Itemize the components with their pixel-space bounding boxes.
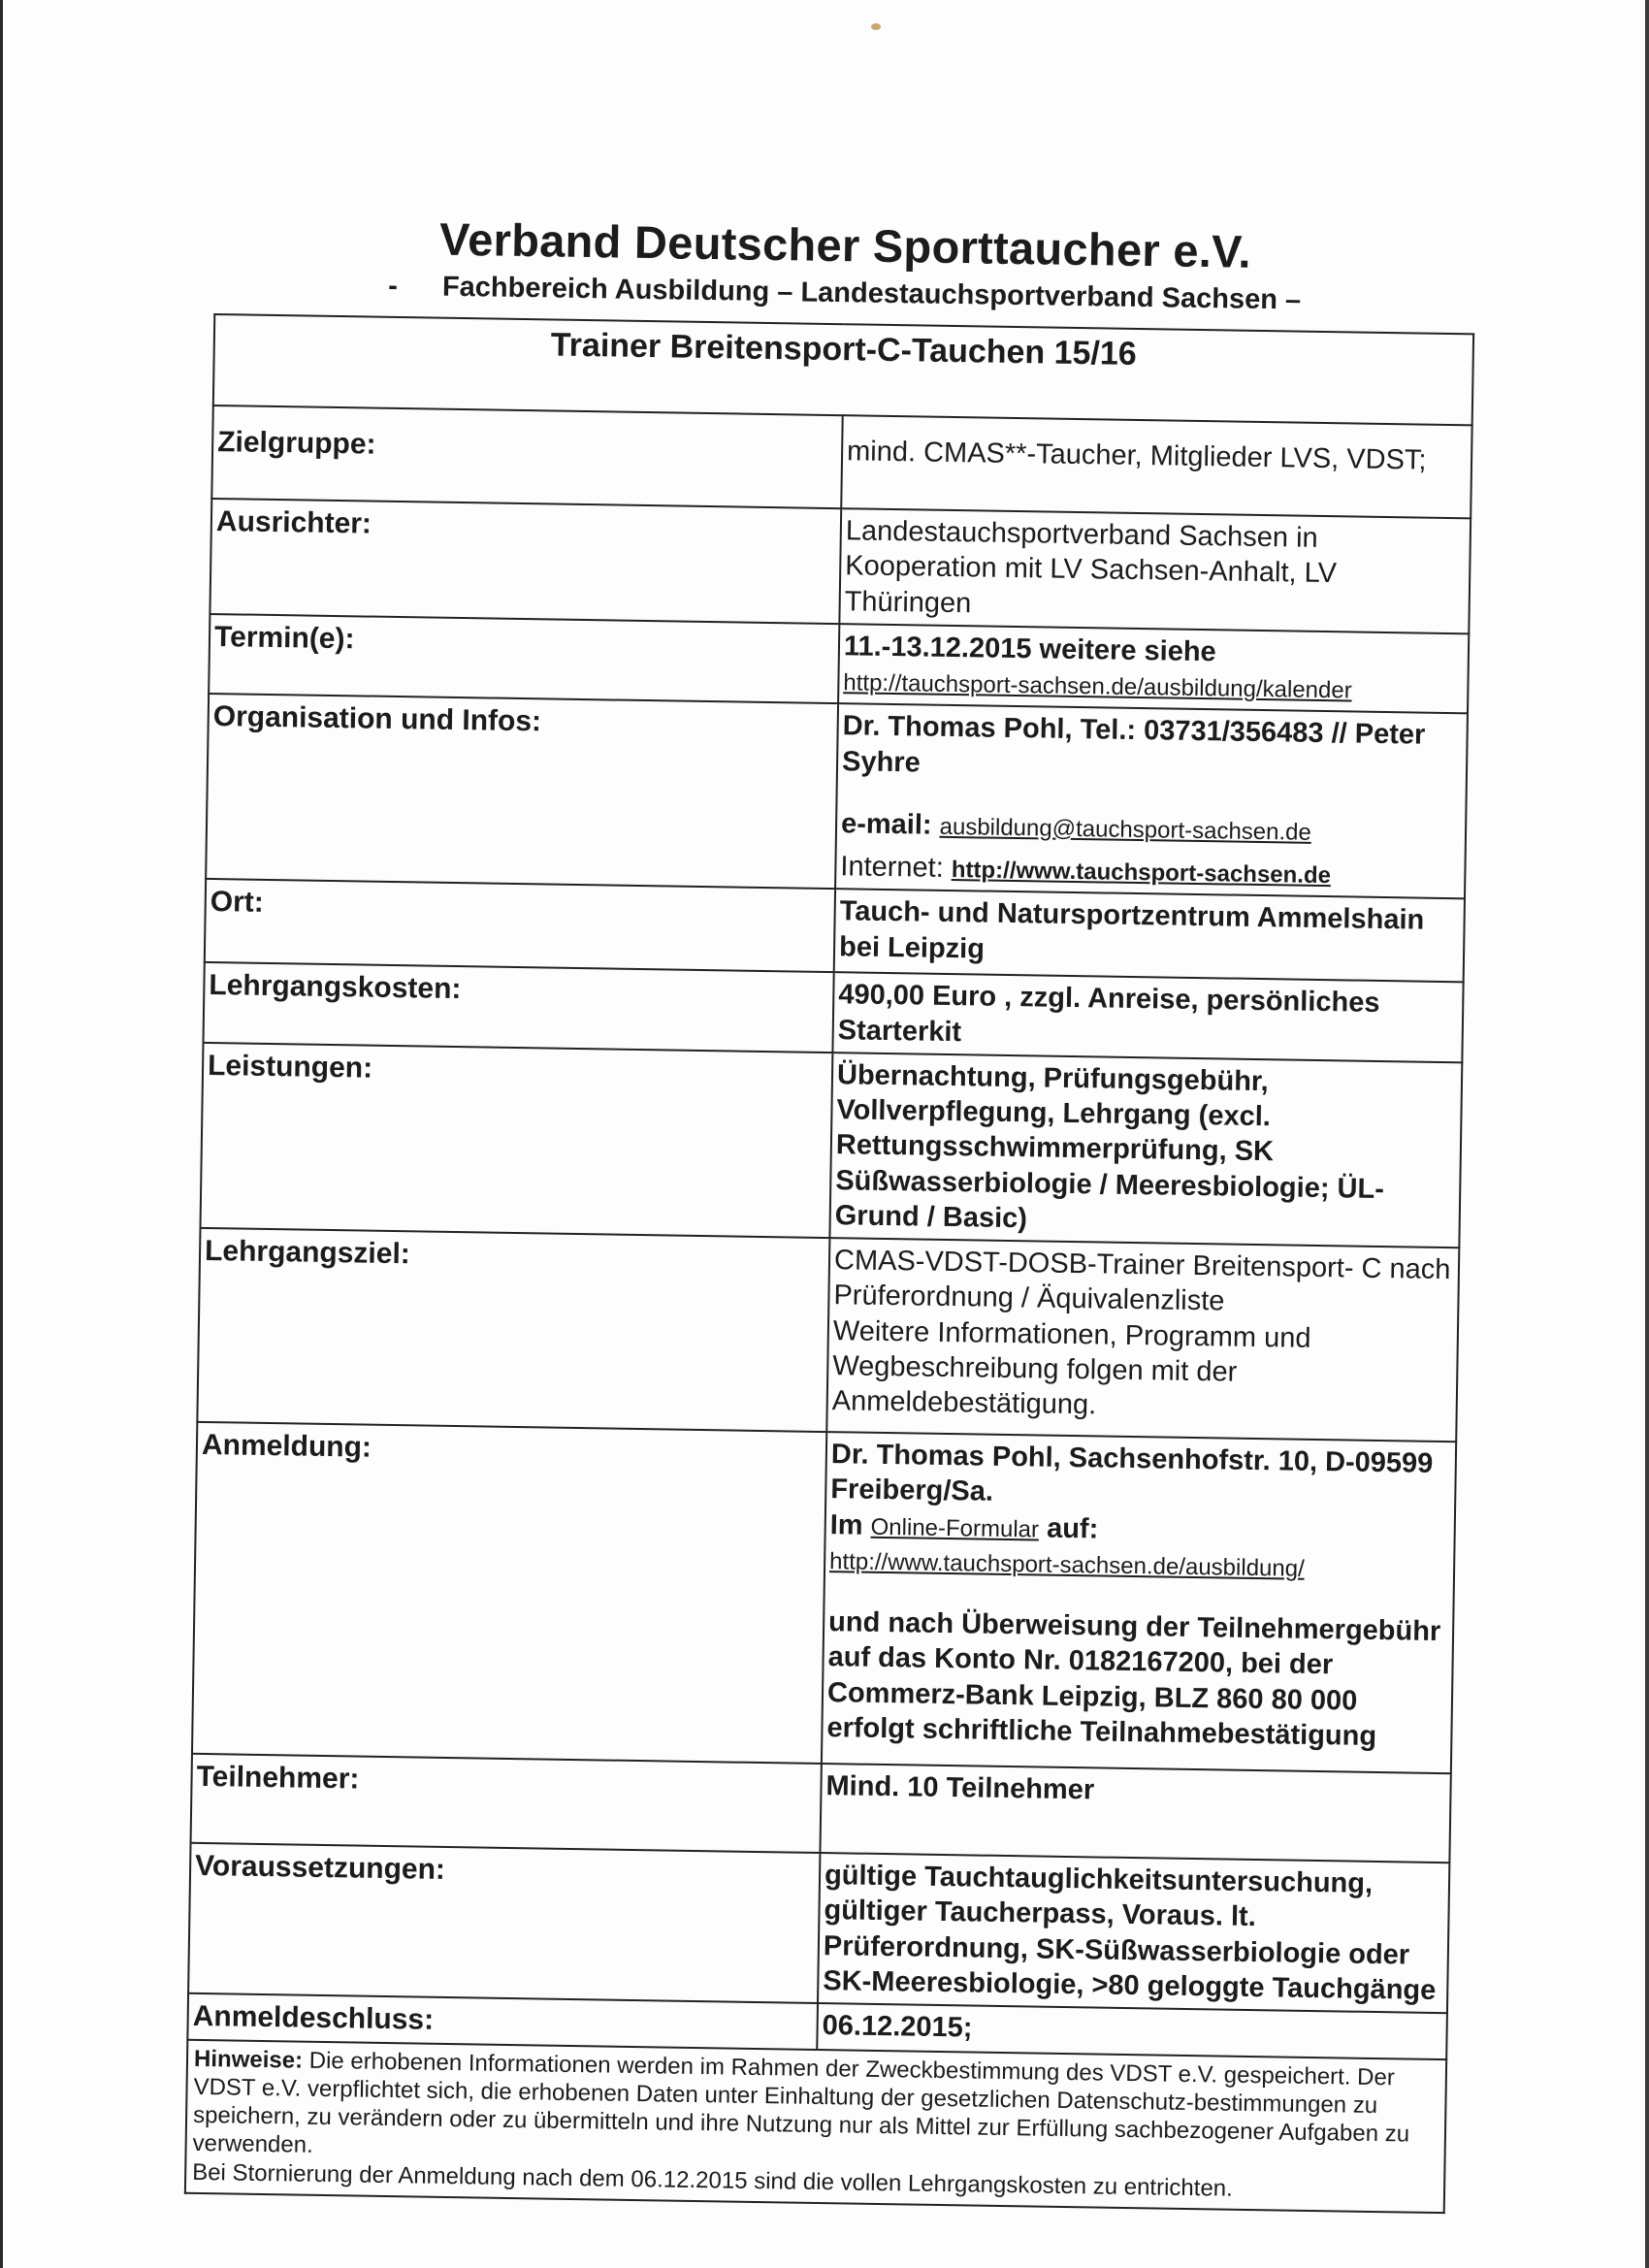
- notes-block: [184, 2040, 1447, 2214]
- label-ausrichter: Ausrichter:: [210, 499, 841, 624]
- organisation-internet-line: [840, 849, 1460, 893]
- value-anmeldung: [822, 1432, 1456, 1773]
- label-schluss: Anmeldeschluss:: [187, 1993, 818, 2050]
- value-ausrichter: Landestauchsportverband Sachsen in Kooperation mit LV Sachsen-Anhalt, LV Thüringen: [839, 508, 1471, 633]
- notes-text: Die erhobenen Informationen werden im Rahmen der Zweckbestimmung des VDST e.V. gespeichert. Der VDST e.V. verpflichtet sich, die erhobenen Daten unter Einhaltung der gesetzlichen Datenschutz-bestimmungen zu speichern, zu verändern oder zu übermitteln und ihre Nutzung nur als Mittel zur Erfüllung sachbezogener Aufgaben zu verwenden.: [192, 2047, 1410, 2159]
- value-ort: Tauch- und Natursportzentrum Ammelshain bei Leipzig: [834, 889, 1465, 982]
- row-voraussetzungen: [188, 1843, 1449, 2013]
- row-organisation: [206, 694, 1468, 898]
- termin-dates: 11.-13.12.2015 weitere siehe: [843, 630, 1216, 668]
- document-sheet: [184, 209, 1476, 2214]
- value-zielgruppe: mind. CMAS**-Taucher, Mitglieder LVS, VDST;: [841, 415, 1471, 518]
- privacy-note: [192, 2044, 1439, 2177]
- anmeldung-im: Im: [829, 1508, 863, 1541]
- department-text: Fachbereich Ausbildung – Landestauchsportverband Sachsen –: [441, 271, 1302, 316]
- label-anmeldung: Anmeldung:: [192, 1422, 826, 1764]
- value-schluss: 06.12.2015;: [817, 2003, 1447, 2059]
- online-form-link[interactable]: Online-Formular: [870, 1513, 1040, 1543]
- notes-label: Hinweise:: [193, 2045, 304, 2074]
- organization-title: Verband Deutscher Sporttaucher e.V.: [438, 212, 1252, 277]
- value-teilnehmer: Mind. 10 Teilnehmer: [820, 1764, 1450, 1863]
- value-organisation: [835, 703, 1468, 898]
- organisation-contact: Dr. Thomas Pohl, Tel.: 03731/356483 // Peter Syhre: [841, 710, 1426, 778]
- anmeldung-payment: und nach Überweisung der Teilnehmergebühr auf das Konto Nr. 0182167200, bei der Commerz-Bank Leipzig, BLZ 860 80 000 erfolgt schriftliche Teilnahmebestätigung: [826, 1606, 1441, 1752]
- label-kosten: Lehrgangskosten:: [203, 962, 833, 1053]
- label-teilnehmer: Teilnehmer:: [191, 1754, 822, 1853]
- scan-edge-right: [1645, 0, 1649, 2268]
- email-link[interactable]: ausbildung@tauchsport-sachsen.de: [939, 813, 1312, 846]
- document-header: [214, 209, 1476, 319]
- label-organisation: Organisation und Infos:: [206, 694, 838, 889]
- row-ausrichter: [210, 499, 1471, 633]
- label-leistungen: Leistungen:: [200, 1043, 832, 1238]
- label-ziel: Lehrgangsziel:: [197, 1228, 829, 1432]
- internet-label: Internet:: [840, 851, 945, 884]
- value-leistungen: Übernachtung, Prüfungsgebühr, Vollverpflegung, Lehrgang (excl. Rettungsschwimmerprüfung, SK Süßwasserbiologie / Meeresbiologie; ÜL-Grund / Basic): [829, 1053, 1462, 1247]
- ziel-note: Weitere Informationen, Programm und Wegbeschreibung folgen mit der Anmeldebestätigung.: [831, 1314, 1311, 1421]
- value-termin: [838, 624, 1469, 714]
- label-zielgruppe: Zielgruppe:: [211, 405, 842, 508]
- header-dash: -: [388, 270, 399, 302]
- course-title: Trainer Breitensport-C-Tauchen 15/16: [213, 314, 1473, 425]
- scan-edge-left: [0, 0, 3, 2268]
- value-ziel: [826, 1238, 1459, 1442]
- course-info-table: [186, 313, 1474, 2060]
- label-termin: Termin(e):: [209, 614, 839, 704]
- anmeldung-auf: auf:: [1046, 1512, 1099, 1544]
- internet-link[interactable]: http://www.tauchsport-sachsen.de: [951, 857, 1332, 890]
- label-ort: Ort:: [205, 879, 835, 972]
- email-label: e-mail:: [840, 807, 932, 841]
- cancellation-note: Bei Stornierung der Anmeldung nach dem 06.12.2015 sind die vollen Lehrgangskosten zu entrichten.: [191, 2158, 1234, 2202]
- ziel-qualification: CMAS-VDST-DOSB-Trainer Breitensport- C nach Prüferordnung / Äquivalenzliste: [833, 1245, 1451, 1317]
- row-anmeldung: [192, 1422, 1456, 1773]
- anmeldung-address: Dr. Thomas Pohl, Sachsenhofstr. 10, D-09599 Freiberg/Sa.: [830, 1439, 1434, 1508]
- label-voraussetzungen: Voraussetzungen:: [188, 1843, 820, 2003]
- anmeldung-url-link[interactable]: http://www.tauchsport-sachsen.de/ausbildung/: [828, 1547, 1305, 1582]
- value-voraussetzungen: gültige Tauchtauglichkeitsuntersuchung, gültiger Taucherpass, Voraus. lt. Prüferordnung, SK-Süßwasserbiologie oder SK-Meeresbiologie, >80 geloggte Tauchgänge: [818, 1853, 1449, 2013]
- termin-calendar-link[interactable]: http://tauchsport-sachsen.de/ausbildung/kalender: [843, 669, 1352, 704]
- row-ziel: [197, 1228, 1459, 1442]
- value-kosten: 490,00 Euro , zzgl. Anreise, persönliches Starterkit: [832, 972, 1463, 1062]
- scan-speck: [871, 23, 881, 30]
- row-leistungen: [200, 1043, 1462, 1248]
